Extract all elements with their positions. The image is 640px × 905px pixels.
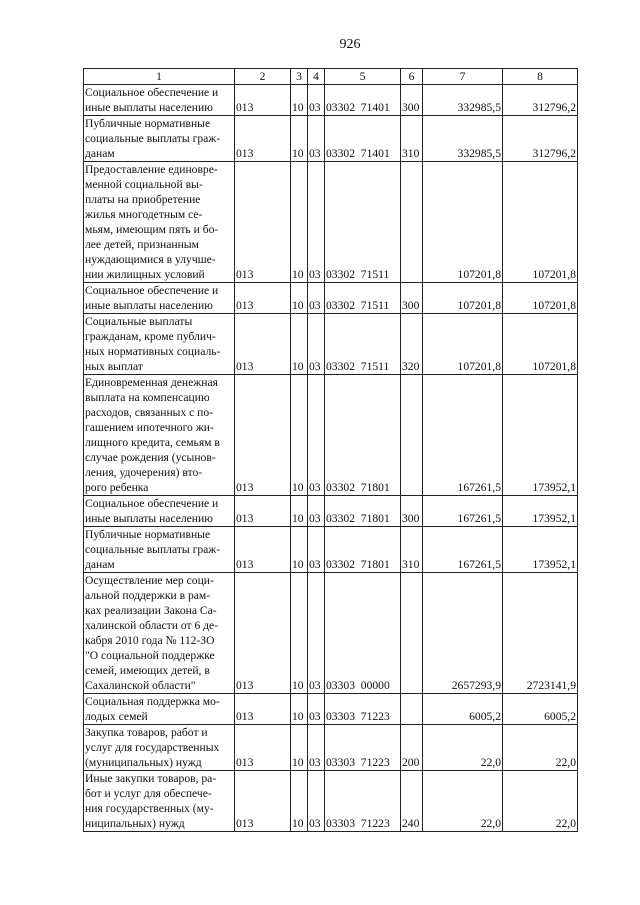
subsection-code-cell: 03	[308, 162, 325, 283]
target-article-cell: 03303 71223	[325, 694, 401, 725]
header-cell: 1	[84, 69, 235, 85]
row-name-cell: Предоставление единовре- менной социальной вы- платы на приобретение жилья многодетным се- мьям, имеющим пять и бо- лее детей, признанным нуждающимися в улучше- нии жилищных условий	[84, 162, 235, 283]
amount-year1-cell: 107201,8	[423, 162, 503, 283]
expense-type-cell: 300	[401, 283, 423, 314]
amount-year1-cell: 167261,5	[423, 527, 503, 573]
header-cell: 5	[325, 69, 401, 85]
ministry-code-cell: 013	[235, 162, 291, 283]
target-article-cell: 03302 71511	[325, 162, 401, 283]
table-row	[84, 694, 578, 725]
ministry-code-cell: 013	[235, 694, 291, 725]
amount-year2-cell: 2723141,9	[503, 573, 578, 694]
budget-table	[83, 68, 578, 832]
row-name-cell: Социальная поддержка мо- лодых семей	[84, 694, 235, 725]
expense-type-cell: 310	[401, 527, 423, 573]
target-article-cell: 03302 71401	[325, 116, 401, 162]
table-row	[84, 573, 578, 694]
table-row	[84, 496, 578, 527]
expense-type-cell: 320	[401, 314, 423, 375]
row-name-cell: Социальное обеспечение и иные выплаты населению	[84, 283, 235, 314]
ministry-code-cell: 013	[235, 573, 291, 694]
amount-year2-cell: 173952,1	[503, 527, 578, 573]
amount-year1-cell: 167261,5	[423, 375, 503, 496]
subsection-code-cell: 03	[308, 771, 325, 832]
row-name-cell: Иные закупки товаров, ра- бот и услуг для обеспече- ния государственных (му- ниципальных) нужд	[84, 771, 235, 832]
header-row	[84, 69, 578, 85]
ministry-code-cell: 013	[235, 85, 291, 116]
row-name-cell: Социальное обеспечение и иные выплаты населению	[84, 85, 235, 116]
header-cell: 7	[423, 69, 503, 85]
header-cell: 4	[308, 69, 325, 85]
subsection-code-cell: 03	[308, 694, 325, 725]
section-code-cell: 10	[291, 496, 308, 527]
expense-type-cell: 300	[401, 496, 423, 527]
amount-year1-cell: 2657293,9	[423, 573, 503, 694]
target-article-cell: 03302 71511	[325, 314, 401, 375]
amount-year2-cell: 107201,8	[503, 162, 578, 283]
amount-year2-cell: 22,0	[503, 771, 578, 832]
amount-year2-cell: 312796,2	[503, 116, 578, 162]
expense-type-cell: 300	[401, 85, 423, 116]
page-number: 926	[339, 37, 361, 52]
ministry-code-cell: 013	[235, 116, 291, 162]
target-article-cell: 03303 71223	[325, 771, 401, 832]
amount-year2-cell: 6005,2	[503, 694, 578, 725]
section-code-cell: 10	[291, 694, 308, 725]
row-name-cell: Осуществление мер соци- альной поддержки в рам- ках реализации Закона Са- халинской области от 6 де- кабря 2010 года № 112-ЗО "О социальной поддержке семей, имеющих детей, в Сахалинской области"	[84, 573, 235, 694]
row-name-cell: Публичные нормативные социальные выплаты граж- данам	[84, 116, 235, 162]
table-row	[84, 771, 578, 832]
amount-year2-cell: 107201,8	[503, 283, 578, 314]
ministry-code-cell: 013	[235, 496, 291, 527]
section-code-cell: 10	[291, 573, 308, 694]
amount-year1-cell: 167261,5	[423, 496, 503, 527]
ministry-code-cell: 013	[235, 771, 291, 832]
target-article-cell: 03303 00000	[325, 573, 401, 694]
ministry-code-cell: 013	[235, 725, 291, 771]
table-row	[84, 116, 578, 162]
section-code-cell: 10	[291, 116, 308, 162]
section-code-cell: 10	[291, 527, 308, 573]
target-article-cell: 03302 71801	[325, 496, 401, 527]
row-name-cell: Социальные выплаты гражданам, кроме публич- ных нормативных социаль- ных выплат	[84, 314, 235, 375]
table-row	[84, 725, 578, 771]
row-name-cell: Социальное обеспечение и иные выплаты населению	[84, 496, 235, 527]
amount-year2-cell: 312796,2	[503, 85, 578, 116]
expense-type-cell: 310	[401, 116, 423, 162]
section-code-cell: 10	[291, 162, 308, 283]
row-name-cell: Закупка товаров, работ и услуг для государственных (муниципальных) нужд	[84, 725, 235, 771]
subsection-code-cell: 03	[308, 375, 325, 496]
target-article-cell: 03302 71801	[325, 375, 401, 496]
expense-type-cell: 200	[401, 725, 423, 771]
subsection-code-cell: 03	[308, 725, 325, 771]
section-code-cell: 10	[291, 314, 308, 375]
expense-type-cell	[401, 573, 423, 694]
expense-type-cell	[401, 162, 423, 283]
amount-year2-cell: 107201,8	[503, 314, 578, 375]
section-code-cell: 10	[291, 85, 308, 116]
table-row	[84, 162, 578, 283]
subsection-code-cell: 03	[308, 573, 325, 694]
section-code-cell: 10	[291, 725, 308, 771]
target-article-cell: 03302 71401	[325, 85, 401, 116]
ministry-code-cell: 013	[235, 314, 291, 375]
ministry-code-cell: 013	[235, 375, 291, 496]
header-cell: 3	[291, 69, 308, 85]
header-cell: 8	[503, 69, 578, 85]
ministry-code-cell: 013	[235, 527, 291, 573]
table-row	[84, 85, 578, 116]
row-name-cell: Единовременная денежная выплата на компенсацию расходов, связанных с по- гашением ипотечного жи- лищного кредита, семьям в случае рождения (усынов- ления, удочерения) вто- рого ребенка	[84, 375, 235, 496]
subsection-code-cell: 03	[308, 116, 325, 162]
table-row	[84, 375, 578, 496]
target-article-cell: 03303 71223	[325, 725, 401, 771]
ministry-code-cell: 013	[235, 283, 291, 314]
amount-year1-cell: 107201,8	[423, 283, 503, 314]
subsection-code-cell: 03	[308, 496, 325, 527]
table-row	[84, 283, 578, 314]
amount-year2-cell: 173952,1	[503, 375, 578, 496]
section-code-cell: 10	[291, 283, 308, 314]
expense-type-cell	[401, 375, 423, 496]
subsection-code-cell: 03	[308, 283, 325, 314]
header-cell: 6	[401, 69, 423, 85]
header-cell: 2	[235, 69, 291, 85]
amount-year1-cell: 332985,5	[423, 116, 503, 162]
subsection-code-cell: 03	[308, 527, 325, 573]
table-row	[84, 314, 578, 375]
subsection-code-cell: 03	[308, 314, 325, 375]
amount-year1-cell: 22,0	[423, 725, 503, 771]
amount-year2-cell: 173952,1	[503, 496, 578, 527]
subsection-code-cell: 03	[308, 85, 325, 116]
amount-year1-cell: 22,0	[423, 771, 503, 832]
section-code-cell: 10	[291, 375, 308, 496]
amount-year1-cell: 6005,2	[423, 694, 503, 725]
table-row	[84, 527, 578, 573]
expense-type-cell: 240	[401, 771, 423, 832]
expense-type-cell	[401, 694, 423, 725]
amount-year1-cell: 107201,8	[423, 314, 503, 375]
amount-year1-cell: 332985,5	[423, 85, 503, 116]
section-code-cell: 10	[291, 771, 308, 832]
row-name-cell: Публичные нормативные социальные выплаты граж- данам	[84, 527, 235, 573]
target-article-cell: 03302 71511	[325, 283, 401, 314]
amount-year2-cell: 22,0	[503, 725, 578, 771]
target-article-cell: 03302 71801	[325, 527, 401, 573]
